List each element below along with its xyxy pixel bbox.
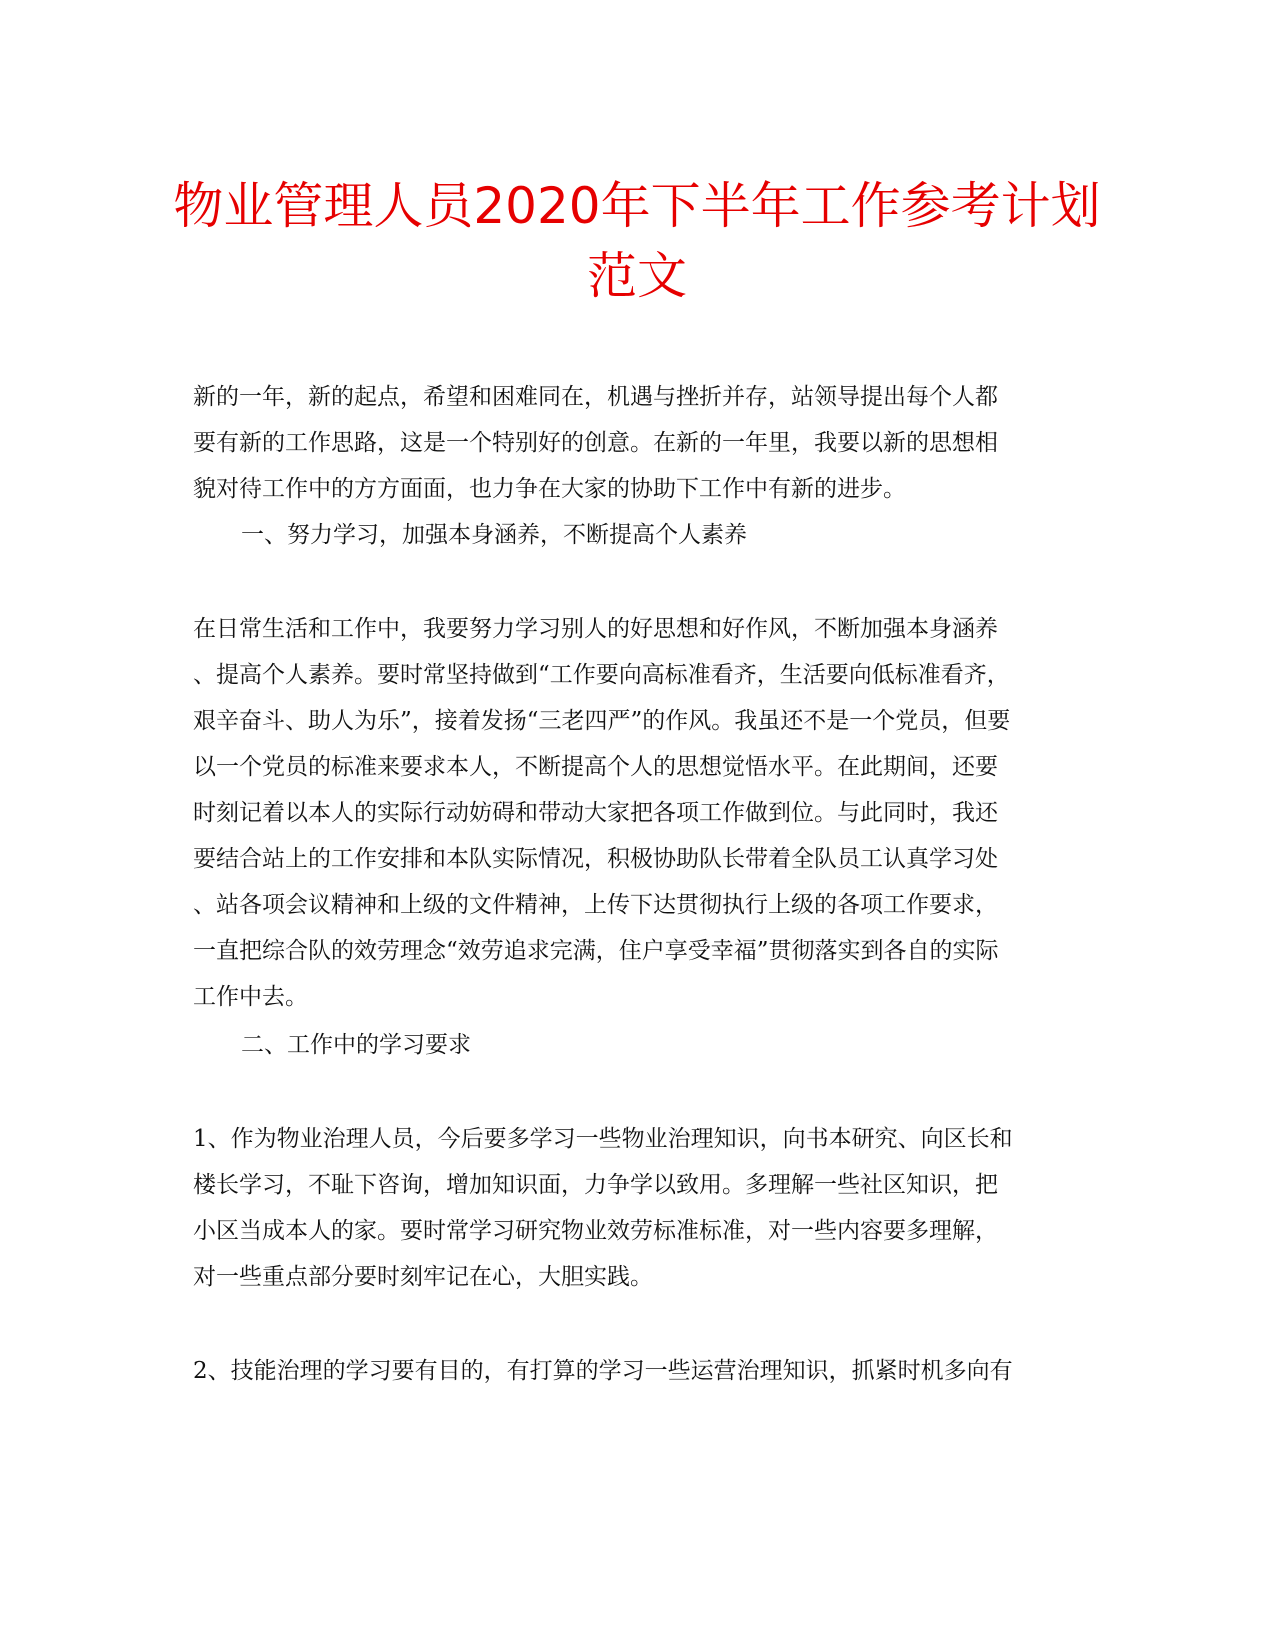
- body-text-line: 小区当成本人的家。要时常学习研究物业效劳标准标准，对一些内容要多理解，: [193, 1218, 998, 1244]
- body-text-line: 、站各项会议精神和上级的文件精神，上传下达贯彻执行上级的各项工作要求，: [193, 892, 998, 918]
- body-text-line: 、提高个人素养。要时常坚持做到“工作要向高标准看齐，生活要向低标准看齐，: [193, 662, 1010, 688]
- body-text-line: 要结合站上的工作安排和本队实际情况，积极协助队长带着全队员工认真学习处: [193, 846, 998, 872]
- body-text-line: 艰辛奋斗、助人为乐”，接着发扬“三老四严”的作风。我虽还不是一个党员，但要: [193, 708, 1011, 734]
- document-title-line-2: 范文: [587, 247, 687, 305]
- body-text-line: 时刻记着以本人的实际行动妨碍和带动大家把各项工作做到位。与此同时，我还: [193, 800, 998, 826]
- body-text-line: 2、技能治理的学习要有目的，有打算的学习一些运营治理知识，抓紧时机多向有: [193, 1358, 1013, 1384]
- body-text-line: 楼长学习，不耻下咨询，增加知识面，力争学以致用。多理解一些社区知识，把: [193, 1172, 998, 1198]
- section-heading: 二、工作中的学习要求: [241, 1032, 471, 1058]
- body-text-line: 工作中去。: [193, 984, 308, 1010]
- document-title-line-1: 物业管理人员2020年下半年工作参考计划: [173, 177, 1101, 235]
- body-text-line: 要有新的工作思路，这是一个特别好的创意。在新的一年里，我要以新的思想相: [193, 430, 998, 456]
- body-text-line: 对一些重点部分要时刻牢记在心，大胆实践。: [193, 1264, 653, 1290]
- body-text-line: 1、作为物业治理人员，今后要多学习一些物业治理知识，向书本研究、向区长和: [193, 1126, 1013, 1152]
- body-text-line: 以一个党员的标准来要求本人，不断提高个人的思想觉悟水平。在此期间，还要: [193, 754, 998, 780]
- body-text-line: 一直把综合队的效劳理念“效劳追求完满，住户享受幸福”贯彻落实到各自的实际: [193, 938, 999, 964]
- body-text-line: 新的一年，新的起点，希望和困难同在，机遇与挫折并存，站领导提出每个人都: [193, 384, 998, 410]
- body-text-line: 貌对待工作中的方方面面，也力争在大家的协助下工作中有新的进步。: [193, 476, 906, 502]
- body-text-line: 在日常生活和工作中，我要努力学习别人的好思想和好作风，不断加强本身涵养: [193, 616, 998, 642]
- section-heading: 一、努力学习，加强本身涵养，不断提高个人素养: [241, 522, 747, 548]
